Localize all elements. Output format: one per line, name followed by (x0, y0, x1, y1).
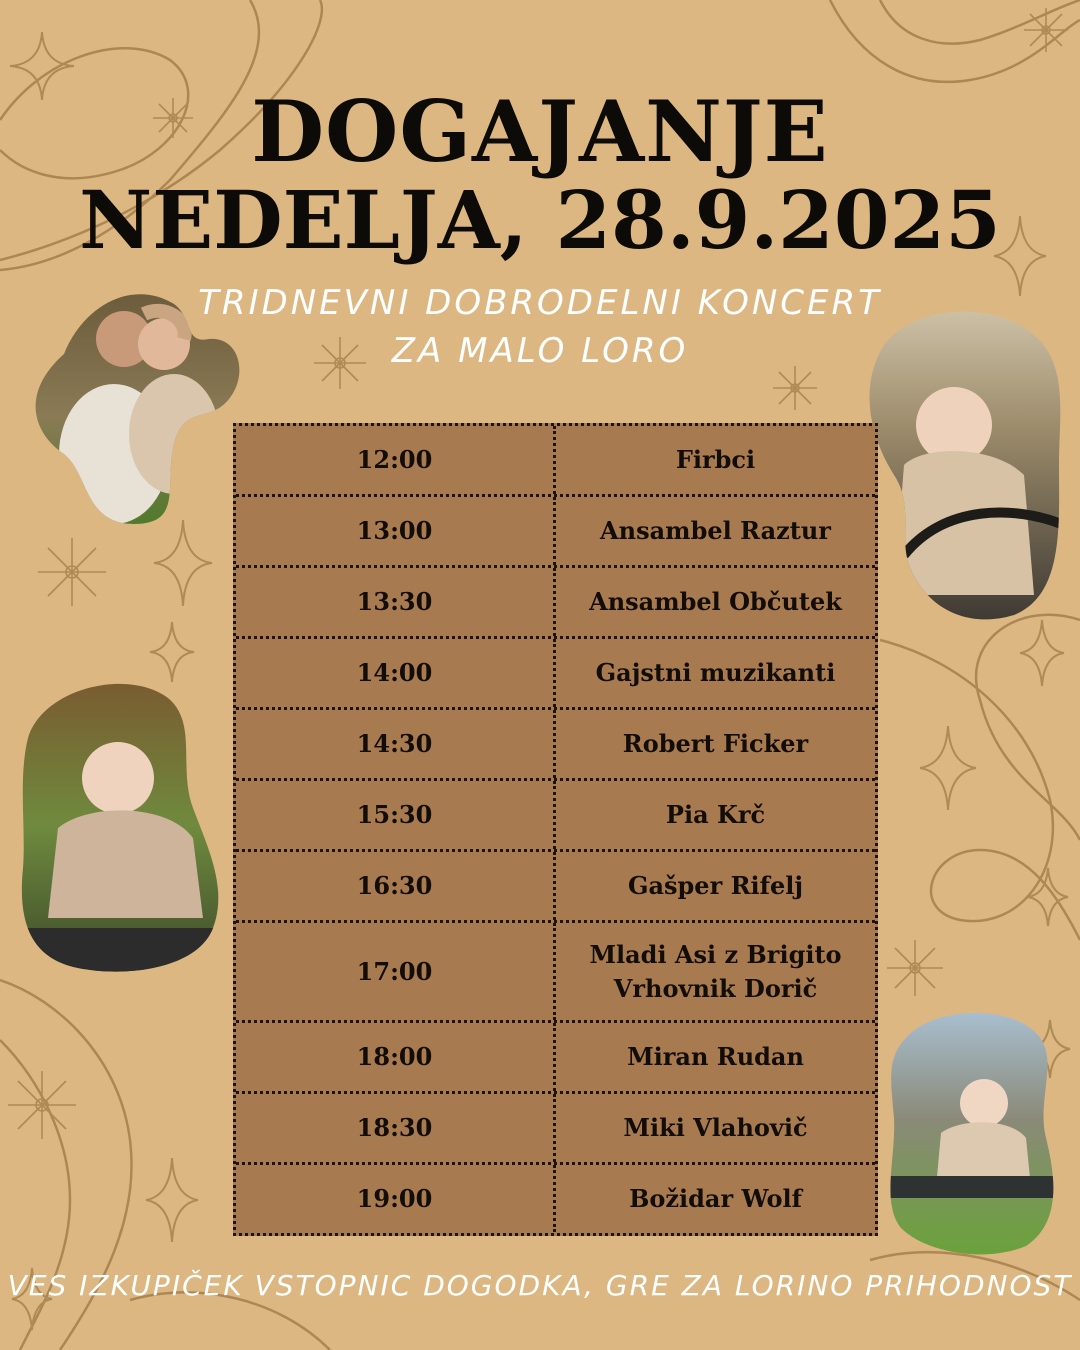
time-cell: 13:30 (236, 568, 556, 636)
table-row (236, 426, 875, 497)
table-row (236, 568, 875, 639)
time-cell: 14:30 (236, 710, 556, 778)
table-row (236, 497, 875, 568)
time-cell: 12:00 (236, 426, 556, 494)
time-cell: 18:00 (236, 1023, 556, 1091)
table-row (236, 710, 875, 781)
performer-cell: Gašper Rifelj (627, 871, 804, 900)
table-row (236, 1094, 875, 1165)
performer-cell: Miran Rudan (627, 1042, 804, 1071)
time-cell: 19:00 (236, 1165, 556, 1232)
performer-cell: Ansambel Občutek (589, 587, 842, 616)
footer-note: VES IZKUPIČEK VSTOPNIC DOGODKA, GRE ZA LORINO PRIHODNOST (7, 1269, 1073, 1302)
time-cell: 13:00 (236, 497, 556, 565)
schedule-table (233, 423, 878, 1236)
performer-cell: Mladi Asi z Brigito Vrhovnik Dorič (589, 939, 842, 1003)
table-row (236, 852, 875, 923)
subtitle-line-2: ZA MALO LORO (391, 331, 689, 371)
title-line-1: DOGAJANJE (251, 82, 829, 181)
performer-cell: Miki Vlahovič (623, 1113, 808, 1142)
performer-cell: Božidar Wolf (629, 1183, 802, 1213)
performer-cell: Pia Krč (665, 800, 766, 829)
photo-child-sitting-on-grass (18, 678, 224, 974)
performer-cell: Firbci (675, 445, 756, 474)
performer-cell: Ansambel Raztur (600, 516, 831, 545)
performer-cell: Robert Ficker (622, 729, 809, 758)
table-row (236, 923, 875, 1023)
table-row (236, 781, 875, 852)
table-row (236, 1165, 875, 1232)
time-cell: 16:30 (236, 852, 556, 920)
time-cell: 15:30 (236, 781, 556, 849)
performer-cell: Gajstni muzikanti (595, 658, 836, 687)
photo-child-laughing-in-park (886, 1008, 1058, 1256)
title-line-2-date: NEDELJA, 28.9.2025 (79, 173, 1001, 267)
subtitle-line-1: TRIDNEVNI DOBRODELNI KONCERT (198, 283, 882, 323)
time-cell: 18:30 (236, 1094, 556, 1162)
time-cell: 14:00 (236, 639, 556, 707)
table-row (236, 639, 875, 710)
table-row (236, 1023, 875, 1094)
time-cell: 17:00 (236, 923, 556, 1020)
